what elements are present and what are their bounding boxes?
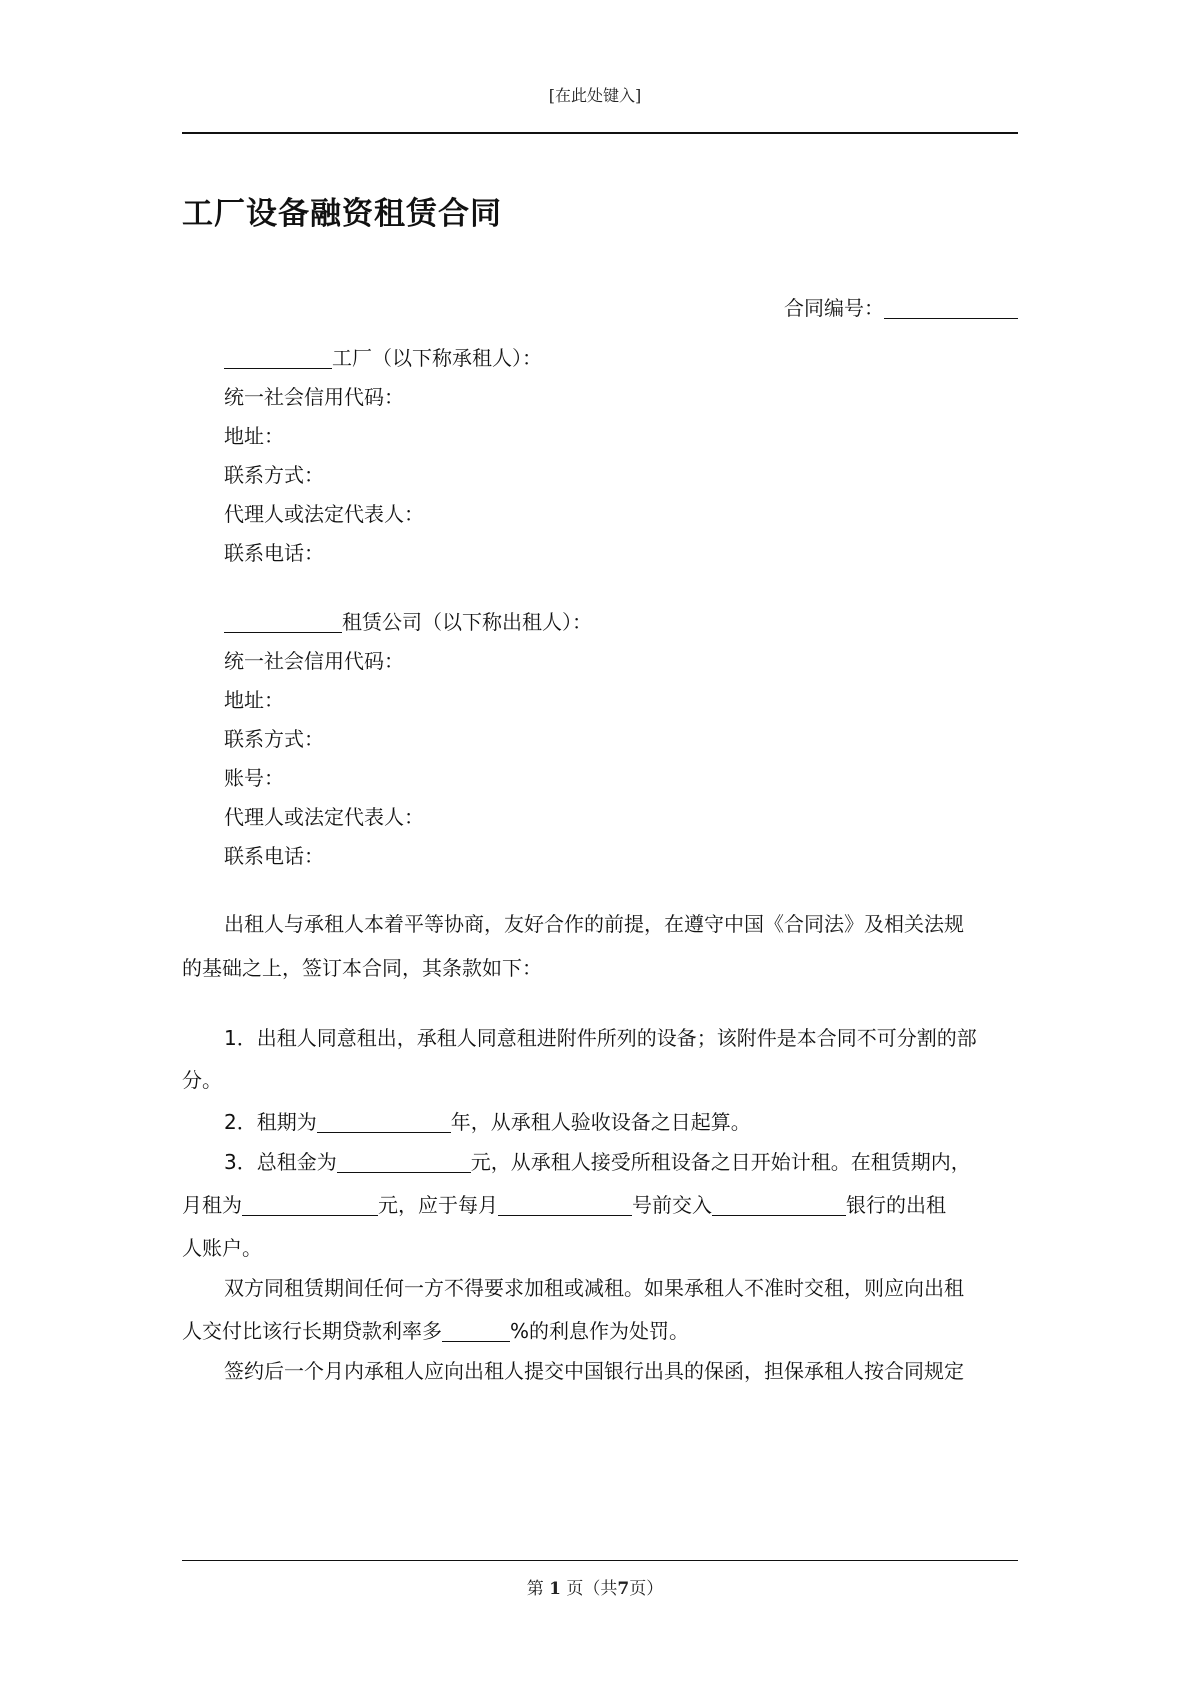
clause-3-line-1 — [224, 1146, 971, 1175]
monthly-rent-label: 月租为 — [182, 1193, 242, 1217]
lessor-name-label: 租赁公司（以下称出租人）： — [342, 610, 592, 634]
penalty-rate-suffix: %的利息作为处罚。 — [510, 1319, 690, 1343]
penalty-rate-blank — [442, 1319, 510, 1342]
paragraph-4-line-1: 双方同租赁期间任何一方不得要求加租或减租。如果承租人不准时交租，则应向出租 — [224, 1276, 964, 1300]
preamble-line-2: 的基础之上，签订本合同，其条款如下： — [182, 956, 542, 980]
lessor-agent: 代理人或法定代表人： — [224, 805, 424, 829]
clause-1-line-1: 1．出租人同意租出，承租人同意租进附件所列的设备；该附件是本合同不可分割的部 — [224, 1026, 977, 1050]
clause-3-prefix: 3．总租金为 — [224, 1150, 337, 1174]
clause-2-suffix: 年，从承租人验收设备之日起算。 — [450, 1110, 751, 1134]
footer-prefix: 第 — [526, 1579, 544, 1599]
lessor-phone: 联系电话： — [224, 844, 324, 868]
total-rent-blank — [337, 1150, 471, 1173]
monthly-rent-blank — [242, 1193, 378, 1216]
lessee-phone: 联系电话： — [224, 541, 324, 565]
contract-number-blank — [884, 296, 1018, 319]
header-rule — [182, 132, 1018, 134]
penalty-rate-label: 人交付比该行长期贷款利率多 — [182, 1319, 442, 1343]
lessor-account-label: 银行的出租 — [846, 1193, 946, 1217]
lessor-account: 账号： — [224, 766, 284, 790]
clause-2 — [224, 1106, 751, 1135]
contract-number — [784, 292, 1018, 321]
preamble-line-1: 出租人与承租人本着平等协商，友好合作的前提，在遵守中国《合同法》及相关法规 — [224, 912, 964, 936]
bank-label: 号前交入 — [632, 1193, 712, 1217]
lessor-contact: 联系方式： — [224, 727, 324, 751]
lessor-name-line — [224, 606, 592, 635]
lessor-address: 地址： — [224, 688, 284, 712]
footer-rule — [182, 1560, 1018, 1561]
lessee-name-label: 工厂（以下称承租人）： — [332, 346, 542, 370]
clause-2-prefix: 2．租期为 — [224, 1110, 317, 1134]
footer-page-number: 1 — [549, 1579, 561, 1599]
lessee-contact: 联系方式： — [224, 463, 324, 487]
lessor-credit-code: 统一社会信用代码： — [224, 649, 404, 673]
lessee-name-blank — [224, 346, 332, 369]
lessee-agent: 代理人或法定代表人： — [224, 502, 424, 526]
contract-number-label: 合同编号： — [784, 296, 884, 320]
clause-3-line-3: 人账户。 — [182, 1236, 262, 1260]
paragraph-5-line-1: 签约后一个月内承租人应向出租人提交中国银行出具的保函，担保承租人按合同规定 — [224, 1359, 964, 1383]
payment-day-label: 元，应于每月 — [378, 1193, 498, 1217]
footer-middle: 页（共 — [566, 1579, 618, 1599]
payment-day-blank — [498, 1193, 632, 1216]
footer-suffix: 页） — [629, 1579, 664, 1599]
clause-3-suffix: 元，从承租人接受所租设备之日开始计租。在租赁期内， — [470, 1150, 971, 1174]
bank-blank — [712, 1193, 846, 1216]
clause-3-line-2 — [182, 1189, 946, 1218]
lessor-name-blank — [224, 610, 342, 633]
lessee-credit-code: 统一社会信用代码： — [224, 385, 404, 409]
footer-total-pages: 7 — [617, 1579, 630, 1599]
document-title: 工厂设备融资租赁合同 — [182, 196, 502, 232]
lease-term-blank — [317, 1110, 451, 1133]
paragraph-4-line-2 — [182, 1315, 689, 1344]
lessee-name-line — [224, 342, 542, 371]
clause-1-line-2: 分。 — [182, 1068, 222, 1092]
lessee-address: 地址： — [224, 424, 284, 448]
page-footer — [0, 1574, 1190, 1599]
page-header[interactable]: [在此处键入] — [548, 86, 642, 105]
